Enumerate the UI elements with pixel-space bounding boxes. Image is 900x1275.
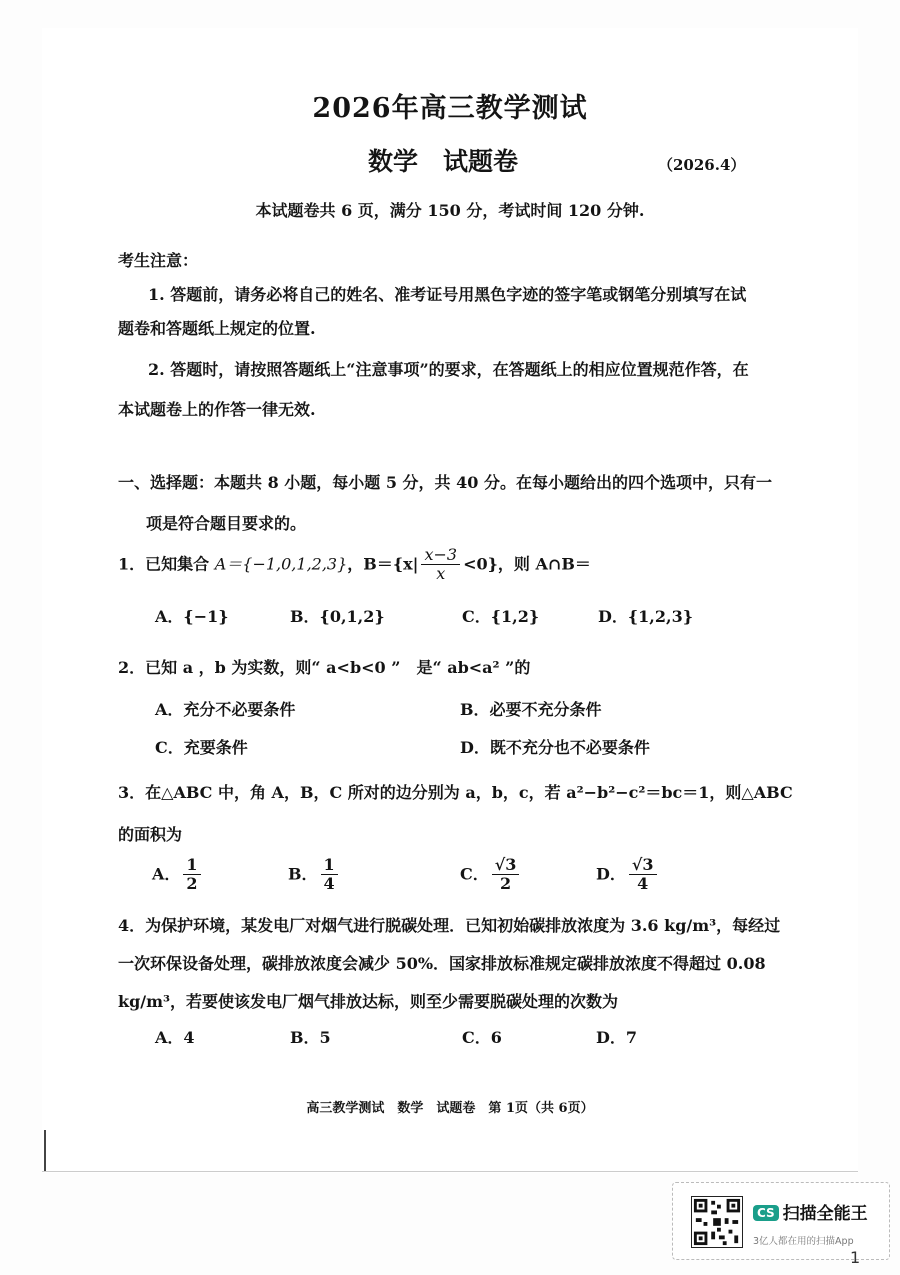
q1-set-a: A＝{−1,0,1,2,3}	[214, 554, 348, 574]
exam-subtitle: 数学 试题卷	[368, 147, 519, 176]
cs-badge-icon: CS	[753, 1205, 779, 1221]
q1-option-a: A．{−1}	[155, 607, 229, 626]
q1-option-b: B．{0,1,2}	[290, 607, 385, 626]
q3-d-num: √3	[629, 856, 657, 875]
q1-prefix: 1．已知集合	[118, 554, 210, 574]
q3-c-num: √3	[492, 856, 520, 875]
notice-item-2-cont: 本试题卷上的作答一律无效.	[118, 400, 316, 419]
exam-title: 2026年高三教学测试	[312, 93, 588, 124]
q4-option-b: B．5	[290, 1028, 331, 1047]
notice-item-2: 2. 答题时，请按照答题纸上“注意事项”的要求，在答题纸上的相应位置规范作答，在	[148, 360, 749, 379]
q1-set-b-pre: ，B＝{x|	[347, 554, 419, 574]
notice-item-1: 1. 答题前，请务必将自己的姓名、准考证号用黑色字迹的签字笔或钢笔分别填写在试	[148, 285, 747, 304]
notice-heading: 考生注意：	[118, 251, 199, 270]
question-1	[118, 546, 591, 584]
camscanner-tagline: 3亿人都在用的扫描App	[753, 1236, 854, 1247]
q3-option-a-label: A．	[152, 864, 181, 884]
q1-frac-den: x	[436, 564, 446, 584]
q3-c-den: 2	[500, 874, 512, 894]
scan-bottom-edge	[42, 1171, 858, 1172]
q3-option-c-frac	[492, 856, 520, 894]
q3-option-d-label: D．	[596, 864, 626, 884]
section-heading-cont: 项是符合题目要求的。	[146, 514, 307, 533]
exam-date: （2026.4）	[658, 156, 746, 174]
q3-d-den: 4	[637, 874, 649, 894]
q2-option-b: B．必要不充分条件	[460, 700, 602, 719]
exam-info: 本试题卷共 6 页，满分 150 分，考试时间 120 分钟.	[255, 201, 645, 220]
question-4-cont-2: kg/m³，若要使该发电厂烟气排放达标，则至少需要脱碳处理的次数为	[118, 992, 619, 1011]
q4-option-c: C．6	[462, 1028, 502, 1047]
scan-edge-mark	[44, 1130, 46, 1172]
q2-option-a: A．充分不必要条件	[155, 700, 296, 719]
q1-frac-num: x−3	[421, 546, 460, 565]
page-footer: 高三教学测试 数学 试题卷 第 1页（共 6页）	[306, 1101, 594, 1116]
q4-option-d: D．7	[596, 1028, 638, 1047]
q3-option-a	[152, 856, 204, 894]
question-2: 2．已知 a ，b 为实数，则“ a<b<0 ” 是“ ab<a² ”的	[118, 658, 531, 677]
q3-option-b-frac	[321, 856, 338, 894]
q1-fraction	[421, 546, 460, 584]
q3-option-c	[460, 856, 522, 894]
q2-option-d: D．既不充分也不必要条件	[460, 738, 650, 757]
q3-a-num: 1	[183, 856, 200, 875]
q4-option-a: A．4	[155, 1028, 195, 1047]
q1-option-c: C．{1,2}	[462, 607, 540, 626]
q3-option-c-label: C．	[460, 864, 489, 884]
q1-option-d: D．{1,2,3}	[598, 607, 693, 626]
q3-option-d-frac	[629, 856, 657, 894]
question-4: 4．为保护环境，某发电厂对烟气进行脱碳处理．已知初始碳排放浓度为 3.6 kg/m³，每经过	[118, 916, 781, 935]
q3-option-a-frac	[183, 856, 200, 894]
section-heading: 一、选择题：本题共 8 小题，每小题 5 分，共 40 分。在每小题给出的四个选项中，只有一	[118, 473, 772, 492]
question-3-cont: 的面积为	[118, 825, 183, 844]
question-4-cont-1: 一次环保设备处理，碳排放浓度会减少 50%．国家排放标准规定碳排放浓度不得超过 0.08	[118, 954, 766, 973]
camscanner-logo	[753, 1199, 868, 1224]
notice-item-1-cont: 题卷和答题纸上规定的位置.	[118, 319, 316, 338]
q2-option-c: C．充要条件	[155, 738, 248, 757]
q3-a-den: 2	[186, 874, 198, 894]
q3-b-num: 1	[321, 856, 338, 875]
q3-b-den: 4	[323, 874, 335, 894]
q3-option-b-label: B．	[288, 864, 318, 884]
q3-option-d	[596, 856, 660, 894]
camscanner-name: 扫描全能王	[782, 1204, 868, 1224]
q1-set-b-post: <0}，则 A∩B＝	[463, 554, 591, 574]
corner-page-number: 1	[850, 1248, 861, 1267]
question-3: 3．在△ABC 中，角 A，B，C 所对的边分别为 a，b，c，若 a²−b²−c²＝bc＝1，则△ABC	[118, 783, 793, 802]
qr-code-icon	[691, 1196, 743, 1248]
q3-option-b	[288, 856, 341, 894]
